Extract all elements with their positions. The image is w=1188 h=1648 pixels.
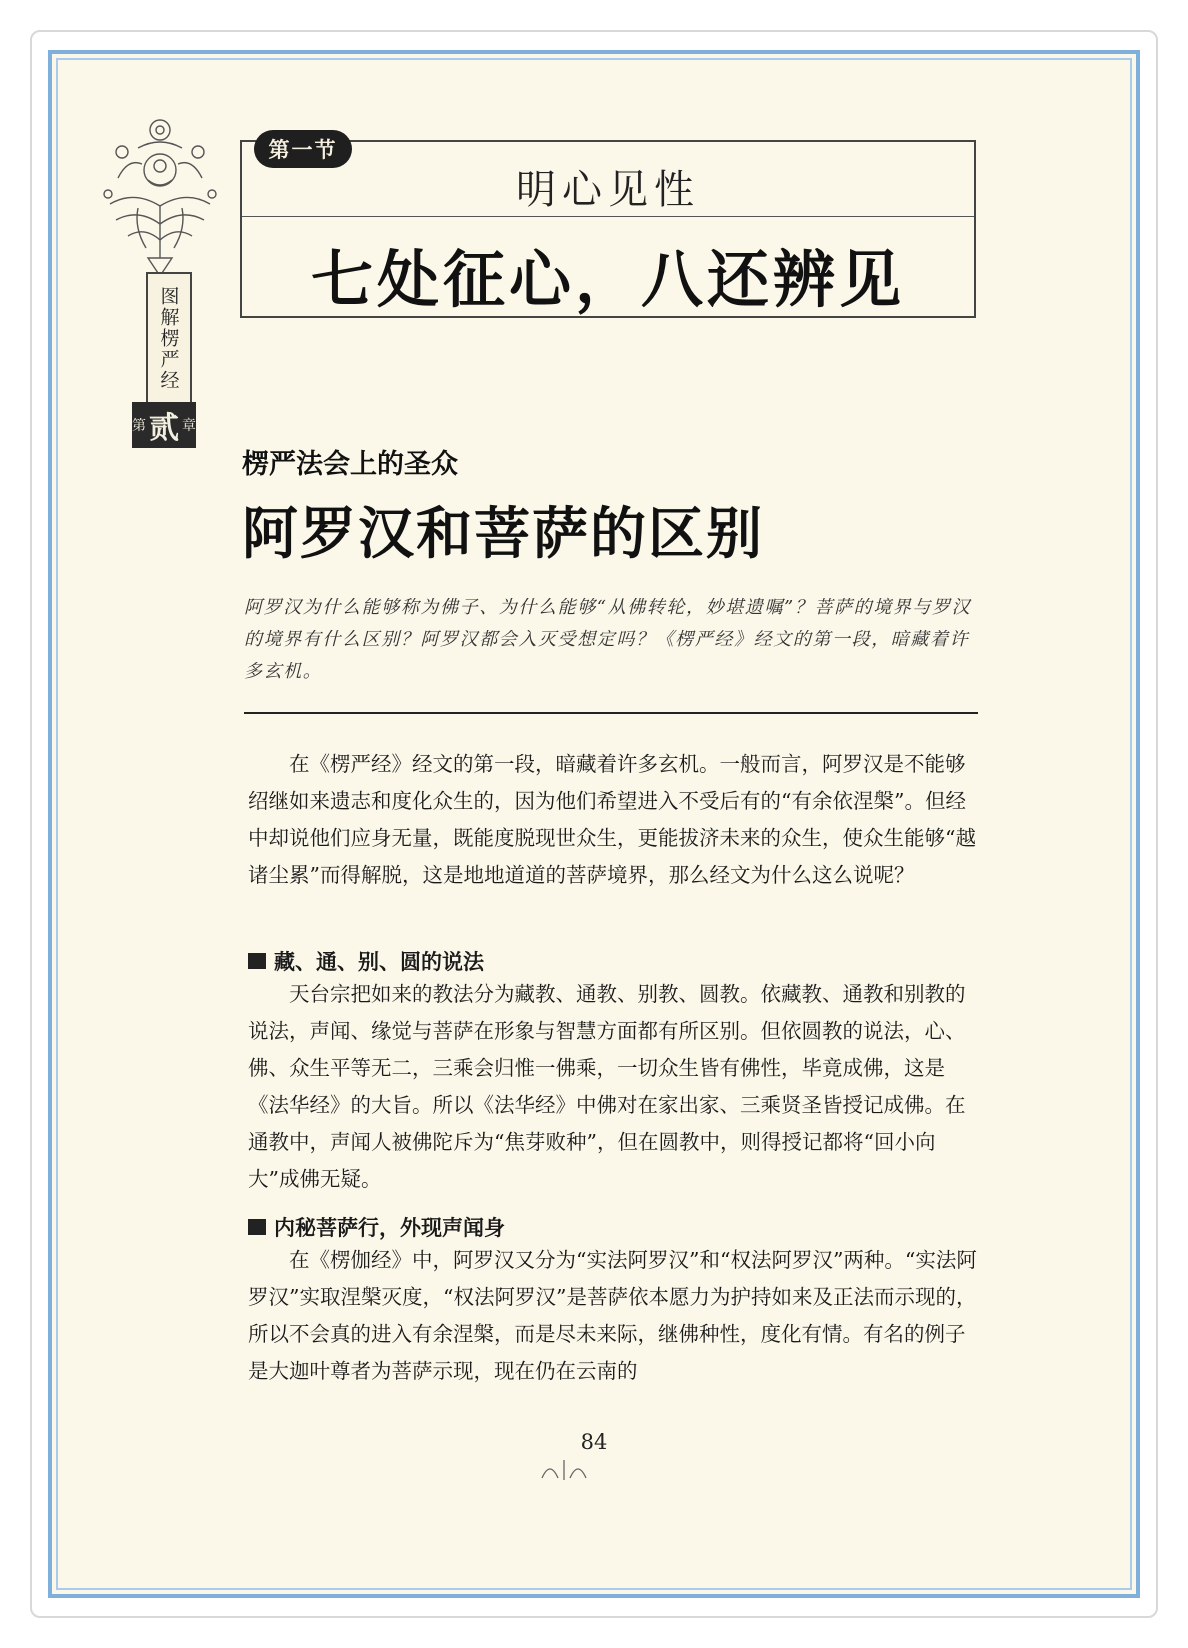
section-heading-1-text: 藏、通、别、圆的说法: [274, 950, 484, 974]
section-badge: 第一节: [254, 130, 352, 168]
title-divider: [242, 216, 974, 217]
book-title: 图解楞严经: [157, 285, 180, 391]
article-intro: 阿罗汉为什么能够称为佛子、为什么能够“从佛转轮，妙堪遗嘱”？菩萨的境界与罗汉的境界有什么区别？阿罗汉都会入灭受想定吗？《楞严经》经文的第一段，暗藏着许多玄机。: [244, 597, 972, 682]
book-title-tab: [146, 272, 192, 404]
article-headline: 阿罗汉和菩萨的区别: [242, 501, 764, 567]
chapter-number: 贰: [149, 411, 179, 446]
intro-divider: [244, 712, 978, 714]
chapter-tab: [132, 402, 196, 448]
lotus-buddha-ornament-icon: [98, 108, 222, 278]
page-number: 84: [580, 1430, 608, 1454]
chapter-suffix: 章: [182, 418, 196, 434]
section-heading-1: [248, 946, 484, 976]
article-kicker: 楞严法会上的圣众: [242, 449, 458, 480]
footer-flourish-icon: [536, 1456, 592, 1482]
section-title: 明心见性: [516, 167, 700, 213]
square-bullet-icon: [248, 1219, 266, 1235]
section-heading-2-text: 内秘菩萨行，外现声闻身: [274, 1216, 505, 1240]
square-bullet-icon: [248, 953, 266, 969]
main-title: 七处征心，八还辨见: [310, 243, 905, 316]
body-paragraph-3: 在《楞伽经》中，阿罗汉又分为“实法阿罗汉”和“权法阿罗汉”两种。“实法阿罗汉”实取涅槃灭度，“权法阿罗汉”是菩萨依本愿力为护持如来及正法而示现的，所以不会真的进入有余涅槃，而是尽未来际，继佛种性，度化有情。有名的例子是大迦叶尊者为菩萨示现，现在仍在云南的: [248, 1248, 977, 1383]
body-paragraph-2: 天台宗把如来的教法分为藏教、通教、别教、圆教。依藏教、通教和别教的说法，声闻、缘觉与菩萨在形象与智慧方面都有所区别。但依圆教的说法，心、佛、众生平等无二，三乘会归惟一佛乘，一切众生皆有佛性，毕竟成佛，这是《法华经》的大旨。所以《法华经》中佛对在家出家、三乘贤圣皆授记成佛。在通教中，声闻人被佛陀斥为“焦芽败种”，但在圆教中，则得授记都将“回小向大”成佛无疑。: [248, 982, 966, 1191]
chapter-prefix: 第: [132, 418, 146, 434]
body-paragraph-1: 在《楞严经》经文的第一段，暗藏着许多玄机。一般而言，阿罗汉是不能够绍继如来遗志和度化众生的，因为他们希望进入不受后有的“有余依涅槃”。但经中却说他们应身无量，既能度脱现世众生，更能拔济未来的众生，使众生能够“越诸尘累”而得解脱，这是地地道道的菩萨境界，那么经文为什么这么说呢？: [248, 752, 976, 887]
section-heading-2: [248, 1212, 505, 1242]
